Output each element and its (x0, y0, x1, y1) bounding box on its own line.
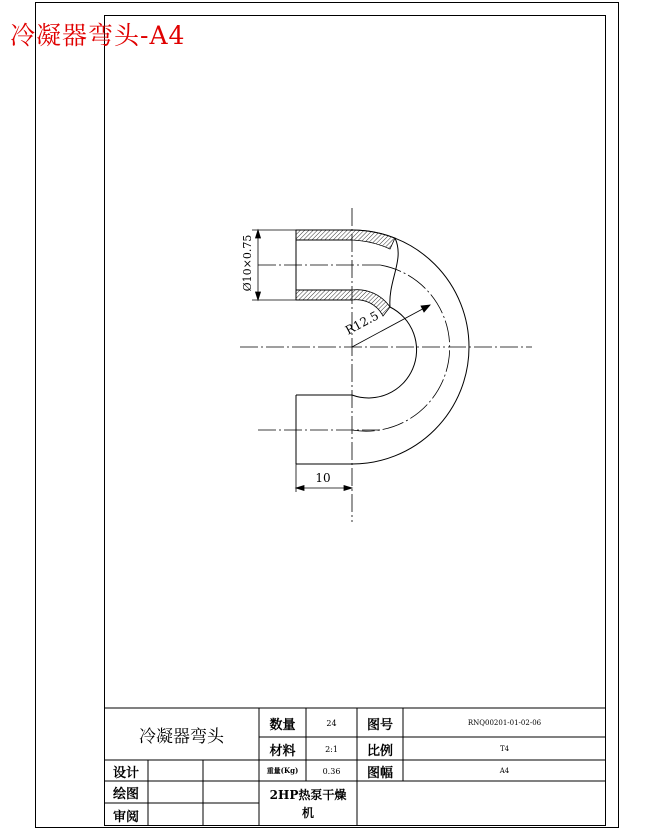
length-label: 10 (315, 471, 331, 485)
sheet-label: 图幅 (366, 765, 393, 781)
radius-label: R12.5 (342, 308, 382, 338)
quantity-value: 24 (326, 718, 337, 728)
review-label: 审阅 (112, 809, 139, 825)
part-name: 冷凝器弯头 (139, 727, 224, 747)
sheet-value: A4 (499, 767, 510, 775)
quantity-label: 数量 (269, 717, 296, 733)
design-label: 设计 (112, 765, 139, 781)
material-label: 材料 (269, 743, 296, 759)
sheet-title: 冷凝器弯头-A4 (10, 21, 186, 50)
product-line2: 机 (301, 805, 314, 820)
bend-centerline (352, 265, 450, 431)
drawing-no-value: RNQ00201-01-02-06 (467, 719, 542, 727)
tube-wall-hatch (296, 230, 395, 316)
weight-label: 重量(Kg) (266, 766, 299, 775)
draw-label: 绘图 (112, 787, 139, 802)
weight-value: 0.36 (322, 766, 341, 776)
scale-label: 比例 (366, 743, 393, 759)
drawing-no-label: 图号 (366, 717, 393, 733)
scale-value: T4 (499, 745, 510, 753)
center-lines (240, 208, 532, 522)
material-value: 2:1 (325, 744, 338, 754)
diameter-label: Ø10×0.75 (240, 234, 254, 292)
product-line1: 2HP热泵干燥 (269, 787, 347, 802)
